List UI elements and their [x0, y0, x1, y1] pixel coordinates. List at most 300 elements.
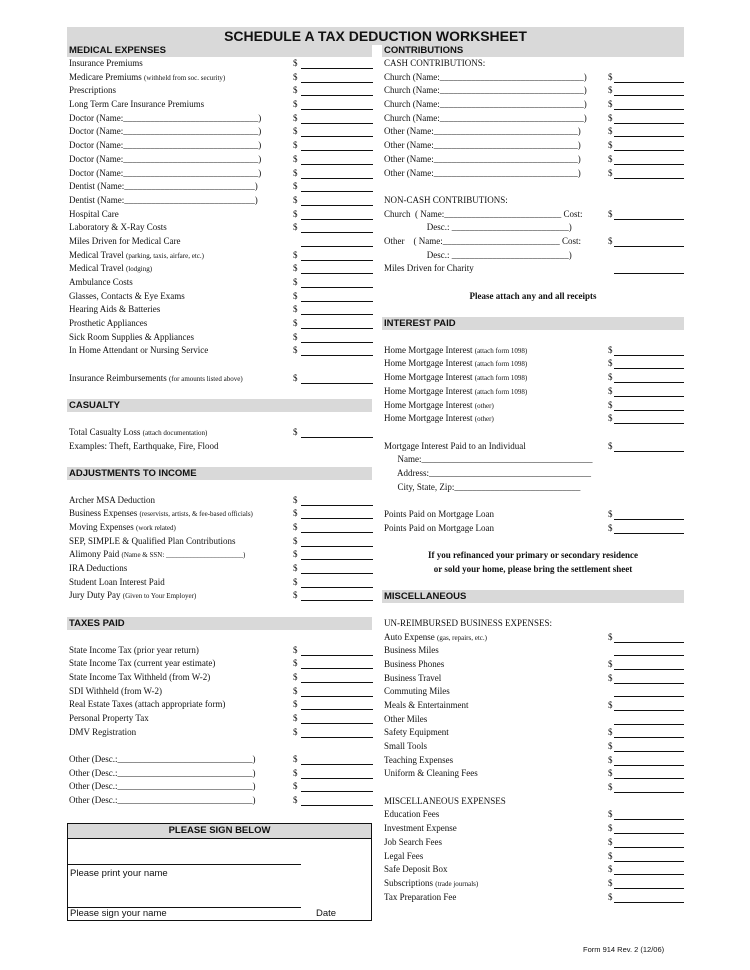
row-label [384, 863, 448, 877]
row-label-text: Miles Driven for Medical Care [69, 235, 181, 246]
amount-line[interactable] [301, 232, 373, 233]
amount-line[interactable] [301, 682, 373, 683]
row-label [382, 290, 684, 304]
dollar-sign: $ [293, 712, 298, 723]
row-note: (attach form 1098) [474, 360, 528, 369]
amount-line[interactable] [614, 123, 684, 124]
dollar-sign: $ [293, 754, 298, 764]
section-medical [67, 44, 372, 399]
row-label [384, 262, 474, 276]
row-label [69, 153, 261, 167]
dollar-sign: $ [293, 222, 298, 233]
row-label [384, 125, 581, 139]
row-label-text: Church ( Name:__________________________ Cost: [384, 208, 583, 219]
amount-line[interactable] [614, 519, 684, 520]
row-label [384, 412, 494, 427]
form-number: Form 914 Rev. 2 (12/06) [583, 945, 665, 954]
row-label-text: Other Miles [384, 713, 428, 724]
row-label-text: Church (Name:________________________________) [384, 112, 587, 123]
right-column [382, 44, 684, 904]
row-note: (other) [474, 415, 494, 424]
form-row [67, 194, 372, 208]
row-label [384, 385, 527, 400]
row-note: (attach form 1098) [474, 346, 528, 355]
dollar-sign: $ [608, 440, 613, 451]
row-label-text: Alimony Paid [69, 549, 120, 560]
form-row [382, 290, 684, 304]
row-label [69, 780, 255, 794]
form-row [382, 262, 684, 276]
form-row [382, 385, 684, 399]
amount-line[interactable] [614, 136, 684, 137]
row-label-text: Teaching Expenses [384, 754, 454, 765]
row-label [384, 153, 581, 167]
row-label [384, 617, 552, 631]
dollar-sign: $ [608, 235, 613, 246]
row-label-text: Medicare Premiums [69, 71, 142, 82]
amount-line[interactable] [614, 683, 684, 684]
dollar-sign: $ [608, 112, 613, 123]
dollar-sign: $ [608, 754, 613, 765]
amount-line[interactable] [301, 709, 373, 710]
row-label [69, 98, 204, 112]
amount-line[interactable] [301, 805, 373, 806]
row-label-text: SEP, SIMPLE & Qualified Plan Contributions [69, 535, 236, 546]
amount-line[interactable] [301, 764, 373, 765]
amount-line[interactable] [614, 847, 684, 848]
row-label-text: Other (Name:________________________________) [384, 140, 581, 151]
row-label [384, 371, 527, 386]
row-label [384, 767, 478, 781]
row-label-text: Safety Equipment [384, 727, 449, 738]
row-label-text: Business Phones [384, 658, 445, 669]
row-label-text: If you refinanced your primary or secondary residence [427, 550, 639, 561]
form-row [382, 617, 684, 631]
amount-line[interactable] [614, 861, 684, 862]
form-row [382, 481, 684, 495]
amount-line[interactable] [301, 587, 373, 588]
form-row [67, 412, 372, 426]
amount-line[interactable] [301, 505, 373, 506]
row-note: (reservists, artists, & fee-based officials) [139, 510, 253, 519]
row-label [69, 507, 253, 522]
dollar-sign: $ [293, 277, 298, 287]
print-name-line[interactable] [68, 864, 301, 865]
dollar-sign: $ [608, 809, 613, 820]
dollar-sign: $ [608, 823, 613, 834]
amount-line[interactable] [614, 82, 684, 83]
row-label [69, 71, 225, 86]
amount-line[interactable] [614, 451, 684, 452]
amount-line[interactable] [301, 150, 373, 151]
row-label-text: IRA Deductions [69, 563, 128, 574]
row-label-text: Hearing Aids & Batteries [69, 304, 161, 315]
amount-line[interactable] [301, 287, 373, 288]
form-row [67, 235, 372, 249]
form-row [382, 563, 684, 577]
form-row [67, 794, 372, 808]
form-row [382, 863, 684, 877]
dollar-sign: $ [293, 71, 298, 82]
row-label [384, 112, 587, 126]
row-label [384, 740, 427, 754]
row-label-text: Archer MSA Deduction [69, 494, 155, 505]
amount-line[interactable] [301, 314, 373, 315]
amount-line[interactable] [614, 164, 684, 165]
row-label [384, 440, 526, 454]
amount-line[interactable] [614, 533, 684, 534]
dollar-sign: $ [293, 549, 298, 560]
row-note: (attach form 1098) [474, 387, 528, 396]
row-label-text: City, State, Zip:____________________________ [384, 481, 581, 492]
dollar-sign: $ [293, 140, 298, 151]
amount-line[interactable] [614, 778, 684, 779]
row-label-text: Real Estate Taxes (attach appropriate form) [69, 699, 226, 710]
amount-line[interactable] [614, 273, 684, 274]
form-row [67, 372, 372, 386]
form-row [67, 221, 372, 235]
row-label [384, 795, 506, 809]
form-row [67, 426, 372, 440]
amount-line[interactable] [614, 819, 684, 820]
row-label-text: Name:______________________________________ [384, 454, 593, 465]
form-row [382, 795, 684, 809]
form-row [382, 125, 684, 139]
row-label [69, 753, 255, 767]
amount-line[interactable] [301, 205, 373, 206]
amount-line[interactable] [301, 328, 373, 329]
row-label [69, 303, 160, 317]
amount-line[interactable] [301, 655, 373, 656]
row-label [384, 167, 581, 181]
amount-line[interactable] [614, 724, 684, 725]
form-row [382, 330, 684, 344]
dollar-sign: $ [608, 358, 613, 369]
row-label [384, 481, 580, 495]
row-label [384, 726, 449, 740]
amount-line[interactable] [614, 246, 684, 247]
amount-line[interactable] [301, 123, 373, 124]
amount-line[interactable] [301, 778, 373, 779]
row-label-text: Insurance Reimbursements [69, 372, 167, 383]
row-label [69, 794, 255, 808]
left-column [67, 44, 372, 808]
amount-line[interactable] [614, 874, 684, 875]
form-row [67, 494, 372, 508]
row-label [384, 453, 593, 467]
row-label [384, 836, 442, 850]
form-row [382, 57, 684, 71]
form-row [67, 125, 372, 139]
amount-line[interactable] [301, 437, 373, 438]
row-label [69, 125, 261, 139]
dollar-sign: $ [608, 699, 613, 710]
form-row [382, 877, 684, 891]
form-row [67, 453, 372, 467]
amount-line[interactable] [301, 532, 373, 533]
form-row [382, 522, 684, 536]
signature-box [67, 823, 372, 921]
form-row [67, 167, 372, 181]
row-label-text: Church (Name:________________________________) [384, 71, 587, 82]
row-label-text: Please attach any and all receipts [469, 290, 597, 301]
amount-line[interactable] [301, 191, 373, 192]
dollar-sign: $ [608, 850, 613, 861]
row-label [384, 850, 423, 864]
form-row [67, 344, 372, 358]
section-interest [382, 317, 684, 590]
amount-line[interactable] [614, 410, 684, 411]
row-label [69, 194, 258, 208]
dollar-sign: $ [293, 153, 298, 164]
dollar-sign: $ [293, 494, 298, 505]
form-row [382, 808, 684, 822]
amount-line[interactable] [301, 791, 373, 792]
dollar-sign: $ [293, 522, 298, 532]
amount-line[interactable] [614, 751, 684, 752]
amount-line[interactable] [614, 368, 684, 369]
row-label-text: Other (Desc.:______________________________) [69, 781, 256, 792]
row-note: (for amounts listed above) [168, 374, 243, 383]
dollar-sign: $ [293, 644, 298, 655]
row-label [384, 685, 450, 699]
amount-line[interactable] [614, 902, 684, 903]
amount-line[interactable] [614, 382, 684, 383]
dollar-sign: $ [608, 399, 613, 410]
dollar-sign: $ [608, 140, 613, 151]
form-row [67, 630, 372, 644]
amount-line[interactable] [614, 888, 684, 889]
row-label [69, 562, 127, 576]
amount-line[interactable] [614, 792, 684, 793]
form-row [67, 562, 372, 576]
row-label-text: Dentist (Name:_____________________________) [69, 194, 258, 205]
form-row [67, 589, 372, 603]
row-label [69, 344, 208, 358]
row-label-text: Home Mortgage Interest [384, 399, 473, 410]
date-label: Date [316, 908, 337, 919]
row-label [69, 671, 210, 685]
form-row [382, 781, 684, 795]
dollar-sign: $ [293, 781, 298, 792]
dollar-sign: $ [293, 167, 298, 178]
row-label-text: SDI Withheld (from W-2) [69, 685, 163, 696]
form-row [382, 836, 684, 850]
row-label-text: State Income Tax (prior year return) [69, 644, 199, 655]
amount-line[interactable] [614, 710, 684, 711]
row-note: (attach form 1098) [474, 374, 528, 383]
form-row [67, 276, 372, 290]
amount-line[interactable] [614, 109, 684, 110]
dollar-sign: $ [293, 181, 298, 192]
section-taxes [67, 617, 372, 808]
row-label [69, 657, 215, 671]
amount-line[interactable] [301, 342, 373, 343]
amount-line[interactable] [614, 355, 684, 356]
row-note: (withheld from soc. security) [143, 73, 226, 82]
amount-line[interactable] [301, 109, 373, 110]
amount-line[interactable] [301, 301, 373, 302]
dollar-sign: $ [293, 85, 298, 96]
row-label [69, 712, 149, 726]
row-label-text: Business Expenses [69, 508, 138, 519]
form-row [382, 276, 684, 290]
amount-line[interactable] [301, 559, 373, 560]
amount-line[interactable] [301, 95, 373, 96]
row-label [69, 372, 243, 387]
row-label [69, 726, 136, 740]
row-note: (Name & SSN: ______________________) [121, 551, 246, 560]
amount-line[interactable] [301, 600, 373, 601]
amount-line[interactable] [614, 396, 684, 397]
row-label-text: Jury Duty Pay [69, 590, 121, 601]
form-row [67, 57, 372, 71]
print-name-label: Please print your name [70, 868, 168, 879]
dollar-sign: $ [293, 318, 298, 329]
row-label [69, 494, 155, 508]
dollar-sign: $ [293, 535, 298, 546]
row-label-text: State Income Tax (current year estimate) [69, 658, 216, 669]
row-label [69, 440, 219, 454]
amount-line[interactable] [301, 355, 373, 356]
form-row [67, 548, 372, 562]
row-label-text: Auto Expense [384, 631, 435, 642]
dollar-sign: $ [608, 153, 613, 164]
row-label [384, 508, 494, 522]
row-label-text: NON-CASH CONTRIBUTIONS: [384, 194, 508, 205]
section-adjustments [67, 467, 372, 617]
row-label-text: Prescriptions [69, 85, 116, 96]
form-row [67, 139, 372, 153]
dollar-sign: $ [293, 345, 298, 356]
form-row [67, 331, 372, 345]
row-label-text: or sold your home, please bring the settlement sheet [433, 563, 633, 574]
form-row [382, 399, 684, 413]
row-label [69, 84, 116, 98]
amount-line[interactable] [301, 546, 373, 547]
form-row [382, 249, 684, 263]
row-label-text: Other ( Name:__________________________ Cost: [384, 235, 581, 246]
section-misc [382, 590, 684, 904]
row-note: (work related) [136, 524, 176, 532]
row-label [384, 98, 587, 112]
row-label [384, 194, 508, 208]
amount-line[interactable] [614, 150, 684, 151]
form-row [67, 112, 372, 126]
form-row [382, 576, 684, 590]
row-label-text: Moving Expenses [69, 522, 134, 532]
amount-line[interactable] [301, 136, 373, 137]
form-row [382, 726, 684, 740]
form-row [382, 208, 684, 222]
form-row [67, 726, 372, 740]
row-label-text: Legal Fees [384, 850, 424, 861]
amount-line[interactable] [301, 737, 373, 738]
amount-line[interactable] [301, 383, 373, 384]
dollar-sign: $ [608, 891, 613, 902]
page-title: SCHEDULE A TAX DEDUCTION WORKSHEET [67, 27, 684, 45]
form-row [382, 644, 684, 658]
row-label [384, 877, 478, 892]
row-note: (parking, taxis, airfare, etc.) [126, 251, 204, 260]
row-label-text: Examples: Theft, Earthquake, Fire, Flood [69, 440, 219, 451]
row-label-text: Points Paid on Mortgage Loan [384, 522, 494, 533]
amount-line[interactable] [614, 669, 684, 670]
amount-line[interactable] [614, 95, 684, 96]
form-row [382, 112, 684, 126]
amount-line[interactable] [301, 723, 373, 724]
row-label-text: Church (Name:________________________________) [384, 99, 587, 110]
amount-line[interactable] [614, 423, 684, 424]
form-row [382, 822, 684, 836]
amount-line[interactable] [301, 668, 373, 669]
row-label-text: Medical Travel [69, 249, 124, 260]
amount-line[interactable] [614, 737, 684, 738]
form-row [382, 740, 684, 754]
amount-line[interactable] [301, 696, 373, 697]
amount-line[interactable] [301, 178, 373, 179]
row-label-text: State Income Tax Withheld (from W-2) [69, 671, 211, 682]
dollar-sign: $ [293, 126, 298, 137]
row-note: (Given to Your Employer) [122, 592, 197, 601]
amount-line[interactable] [301, 164, 373, 165]
amount-line[interactable] [614, 178, 684, 179]
amount-line[interactable] [614, 655, 684, 656]
row-label-text: Hospital Care [69, 208, 119, 219]
row-label [69, 221, 167, 235]
amount-line[interactable] [301, 68, 373, 69]
amount-line[interactable] [614, 219, 684, 220]
row-label-text: Doctor (Name:______________________________) [69, 112, 262, 123]
form-row [382, 631, 684, 645]
dollar-sign: $ [293, 194, 298, 205]
amount-line[interactable] [301, 246, 373, 247]
form-row [382, 371, 684, 385]
form-row [67, 98, 372, 112]
row-label-text: Doctor (Name:______________________________) [69, 126, 262, 137]
amount-line[interactable] [301, 273, 373, 274]
amount-line[interactable] [301, 518, 373, 519]
form-row [67, 739, 372, 753]
dollar-sign: $ [608, 126, 613, 137]
row-label-text: Investment Expense [384, 823, 457, 834]
amount-line[interactable] [301, 573, 373, 574]
amount-line[interactable] [301, 219, 373, 220]
section-contributions [382, 44, 684, 317]
amount-line[interactable] [614, 696, 684, 697]
row-label [69, 331, 194, 345]
amount-line[interactable] [614, 833, 684, 834]
form-row [67, 249, 372, 263]
row-note: (attach documentation) [142, 428, 208, 437]
row-label [384, 71, 587, 85]
row-label [69, 290, 185, 304]
row-label [384, 808, 439, 822]
row-label-text: Personal Property Tax [69, 712, 149, 723]
row-label [384, 221, 572, 235]
section-heading: CONTRIBUTIONS [382, 44, 684, 57]
amount-line[interactable] [614, 765, 684, 766]
signature-heading: PLEASE SIGN BELOW [68, 824, 371, 839]
amount-line[interactable] [301, 82, 373, 83]
row-label [384, 699, 468, 713]
form-row [382, 699, 684, 713]
amount-line[interactable] [614, 642, 684, 643]
row-label [69, 698, 225, 712]
amount-line[interactable] [301, 260, 373, 261]
row-label-text: Home Mortgage Interest [384, 385, 473, 396]
form-row [67, 386, 372, 400]
